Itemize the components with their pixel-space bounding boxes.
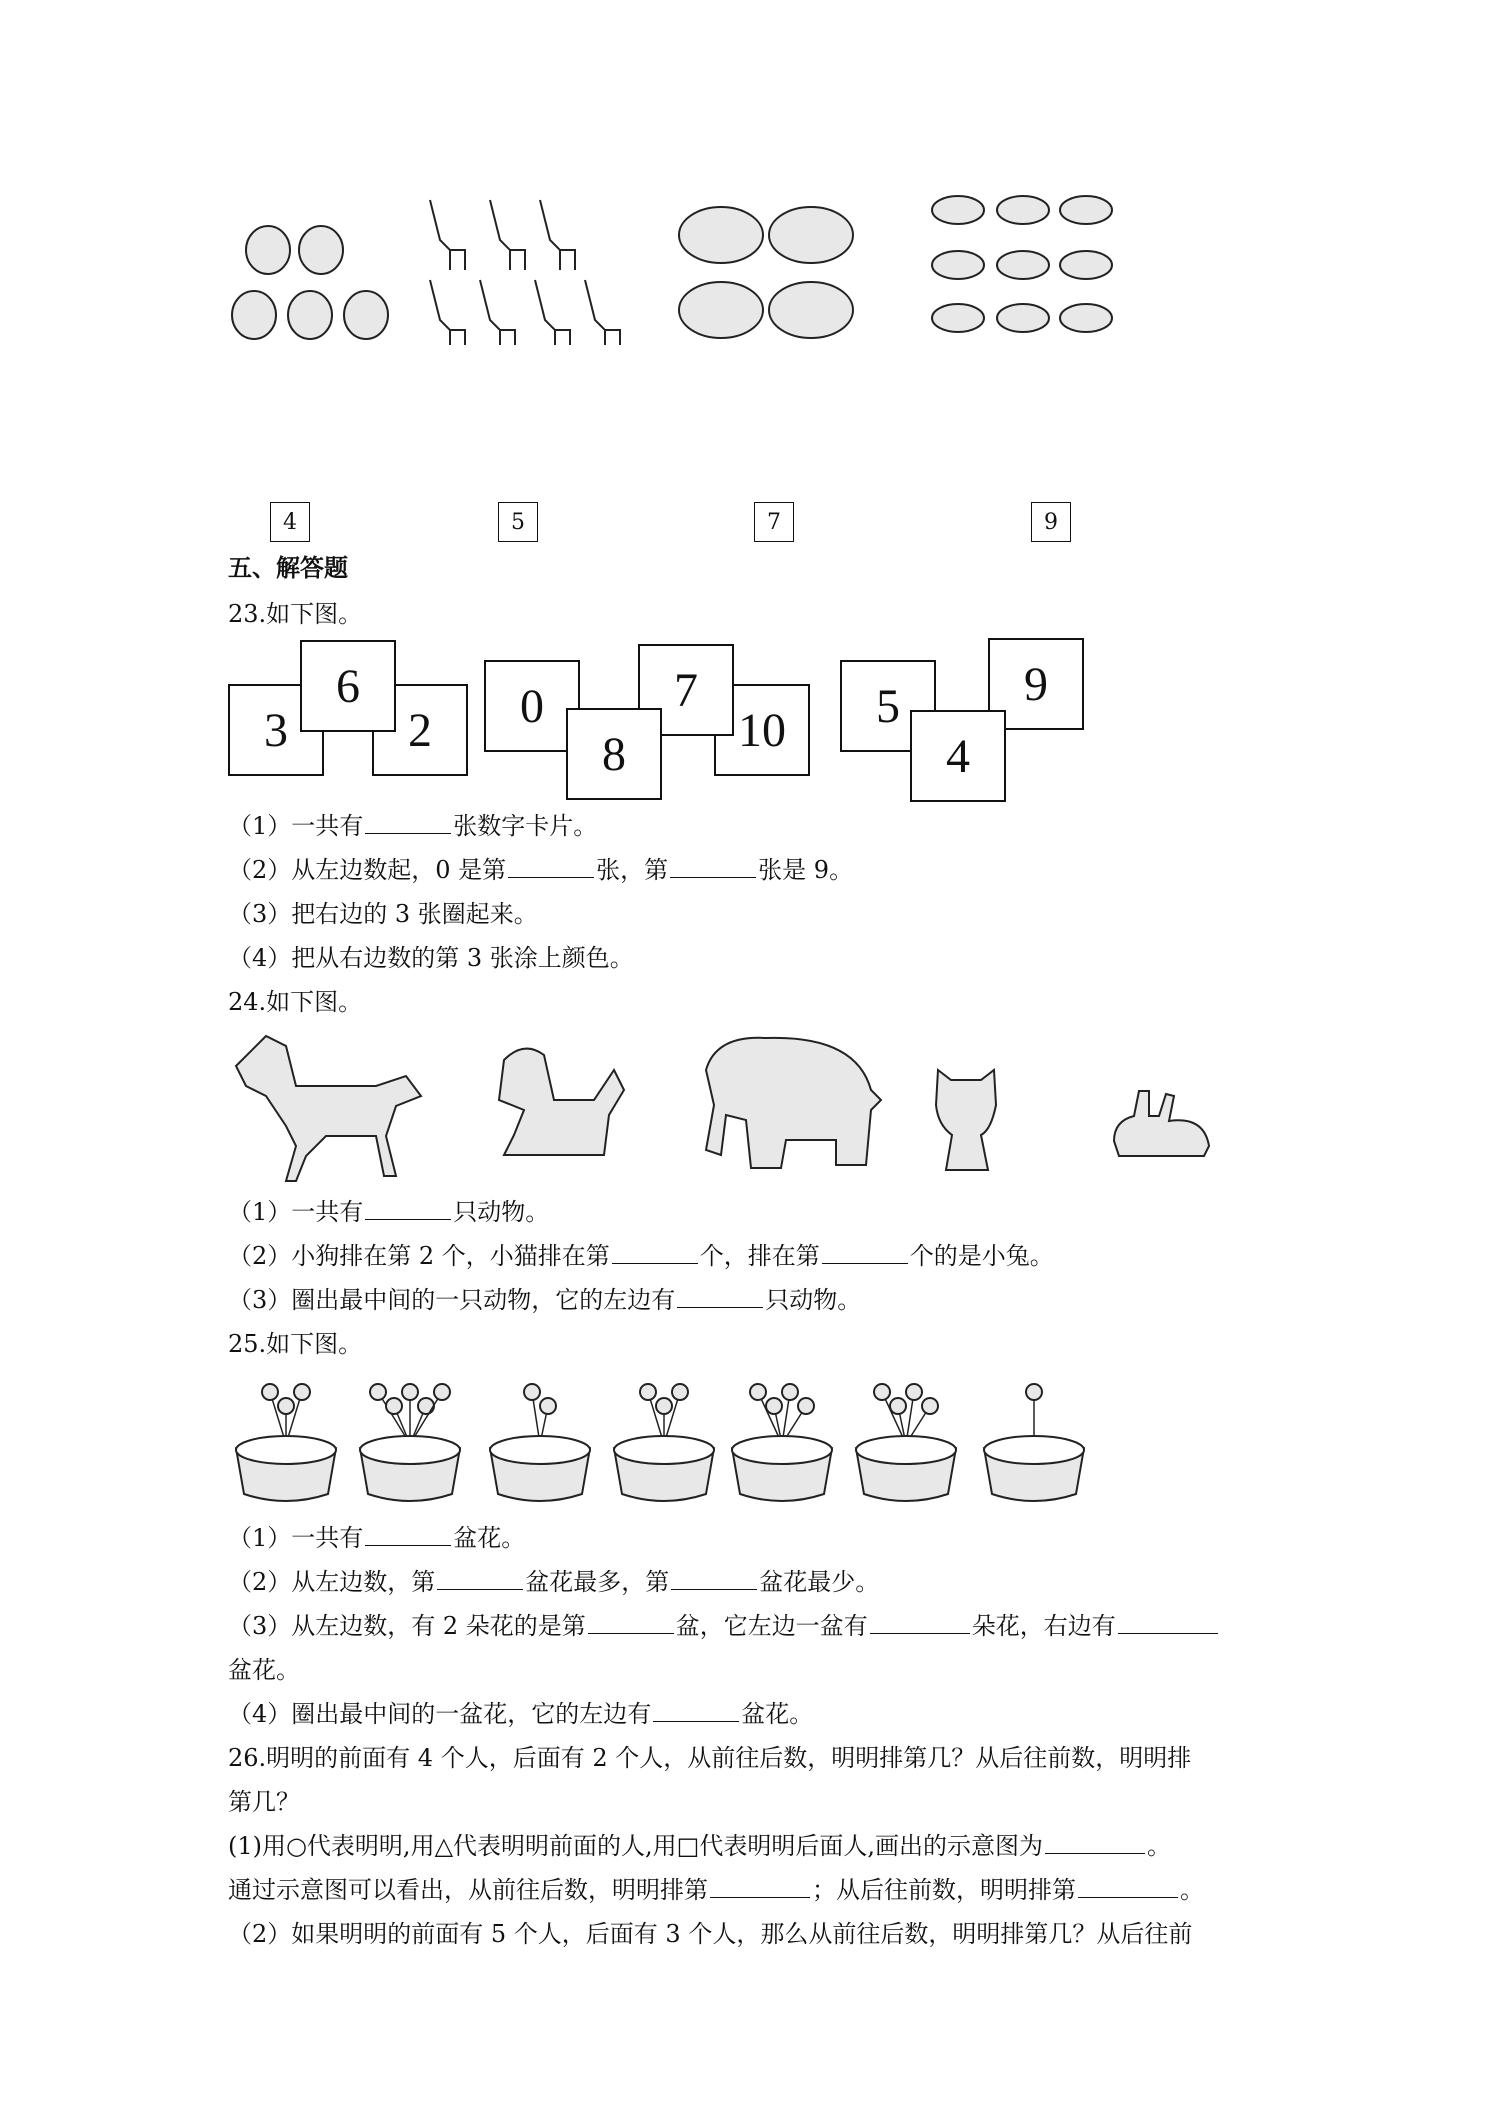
rabbit-group [928,180,1128,340]
card-6: 6 [300,640,396,732]
flower-icon [890,1398,906,1414]
flower-pot-row [228,1370,1108,1510]
q24-part3: （3）圈出最中间的一只动物，它的左边有 只动物。 [228,1286,862,1314]
answer-blank[interactable] [870,1613,970,1634]
flower-icon [278,1398,294,1414]
elephant-icon [676,1030,896,1180]
q24-part2: （2）小狗排在第 2 个，小猫排在第 个，排在第 个的是小兔。 [228,1242,1054,1270]
flower-pot-1 [228,1370,344,1510]
number-box-7: 7 [754,502,794,542]
answer-blank[interactable] [588,1613,674,1634]
flower-icon [906,1384,922,1400]
answer-blank[interactable] [365,1199,451,1220]
answer-blank[interactable] [508,857,594,878]
giraffe-icon [430,200,620,345]
penguin-group [226,210,406,350]
q23-part4: （4）把从右边数的第 3 张涂上颜色。 [228,944,634,972]
q25-part3: （3）从左边数，有 2 朵花的是第 盆，它左边一盆有 朵花，右边有 [228,1610,1220,1642]
q25-part4: （4）圈出最中间的一盆花，它的左边有 盆花。 [228,1700,814,1728]
flower-icon [540,1398,556,1414]
answer-blank[interactable] [1078,1877,1178,1898]
number-box-9: 9 [1031,502,1071,542]
pot-rim [490,1436,590,1464]
flower-icon [782,1384,798,1400]
giraffe-group [420,180,640,350]
q25-part1: （1）一共有 盆花。 [228,1524,526,1552]
number-box-5: 5 [498,502,538,542]
answer-blank[interactable] [1045,1833,1145,1854]
flower-icon [434,1384,450,1400]
rabbit-icon [932,196,1112,332]
q26-stem-line2: 第几？ [228,1788,300,1816]
q23-part3: （3）把右边的 3 张圈起来。 [228,900,538,928]
answer-blank[interactable] [671,1569,757,1590]
flower-icon [524,1384,540,1400]
answer-blank[interactable] [365,1525,451,1546]
card-3: 3 [228,684,324,776]
flower-icon [874,1384,890,1400]
flower-icon [386,1398,402,1414]
pot-rim [236,1436,336,1464]
pot-rim [856,1436,956,1464]
answer-blank[interactable] [670,857,756,878]
cat-icon [926,1060,1016,1180]
answer-blank[interactable] [612,1243,698,1264]
q26-part1-cont: 通过示意图可以看出，从前往后数，明明排第 ；从后往前数，明明排第 。 [228,1876,1204,1904]
q25-part2: （2）从左边数，第 盆花最多，第 盆花最少。 [228,1568,880,1596]
flower-pot-3 [482,1370,598,1510]
card-9: 9 [988,638,1084,730]
card-4: 4 [910,710,1006,802]
card-2: 2 [372,684,468,776]
q25-stem: 25.如下图。 [228,1330,363,1358]
flower-pot-7 [976,1370,1092,1510]
card-5: 5 [840,660,936,752]
flower-icon [294,1384,310,1400]
flower-pot-5 [724,1370,840,1510]
flower-icon [656,1398,672,1414]
q26-part2: （2）如果明明的前面有 5 个人，后面有 3 个人，那么从前往后数，明明排第几？从后往前 [228,1920,1193,1948]
flower-pot-4 [606,1370,722,1510]
answer-blank[interactable] [437,1569,523,1590]
q23-part1: （1）一共有 张数字卡片。 [228,812,598,840]
flower-icon [640,1384,656,1400]
rabbit-icon [1104,1086,1214,1166]
answer-blank[interactable] [710,1877,810,1898]
flower-icon [798,1398,814,1414]
answer-blank[interactable] [653,1701,739,1722]
flower-icon [766,1398,782,1414]
q25-part3-cont: 盆花。 [228,1656,300,1684]
q23-part2: （2）从左边数起，0 是第 张，第 张是 9。 [228,856,854,884]
q23-stem: 23.如下图。 [228,600,363,628]
flower-pot-6 [848,1370,964,1510]
answer-blank[interactable] [1118,1613,1218,1634]
pot-rim [614,1436,714,1464]
card-8: 8 [566,708,662,800]
card-7: 7 [638,644,734,736]
card-10: 10 [714,684,810,776]
number-box-4: 4 [270,502,310,542]
pot-rim [984,1436,1084,1464]
answer-blank[interactable] [365,813,451,834]
elephant-icon [679,207,853,338]
q24-stem: 24.如下图。 [228,988,363,1016]
pot-rim [360,1436,460,1464]
flower-pot-2 [352,1370,468,1510]
dog-icon [484,1040,634,1170]
penguin-icon [232,226,388,339]
flower-icon [262,1384,278,1400]
flower-icon [402,1384,418,1400]
answer-blank[interactable] [822,1243,908,1264]
elephant-group [676,200,876,350]
flower-icon [418,1398,434,1414]
pot-rim [732,1436,832,1464]
horse-icon [226,1026,426,1186]
flower-icon [750,1384,766,1400]
answer-blank[interactable] [677,1287,763,1308]
flower-icon [672,1384,688,1400]
q26-stem-line1: 26.明明的前面有 4 个人，后面有 2 个人，从前往后数，明明排第几？从后往前数，明明排 [228,1744,1192,1772]
flower-icon [1026,1384,1042,1400]
card-0: 0 [484,660,580,752]
flower-icon [922,1398,938,1414]
q26-part1: (1)用○代表明明,用△代表明明前面的人,用□代表明明后面人,画出的示意图为 。 [228,1832,1171,1860]
section-title: 五、解答题 [228,553,348,582]
flower-icon [370,1384,386,1400]
q24-part1: （1）一共有 只动物。 [228,1198,550,1226]
